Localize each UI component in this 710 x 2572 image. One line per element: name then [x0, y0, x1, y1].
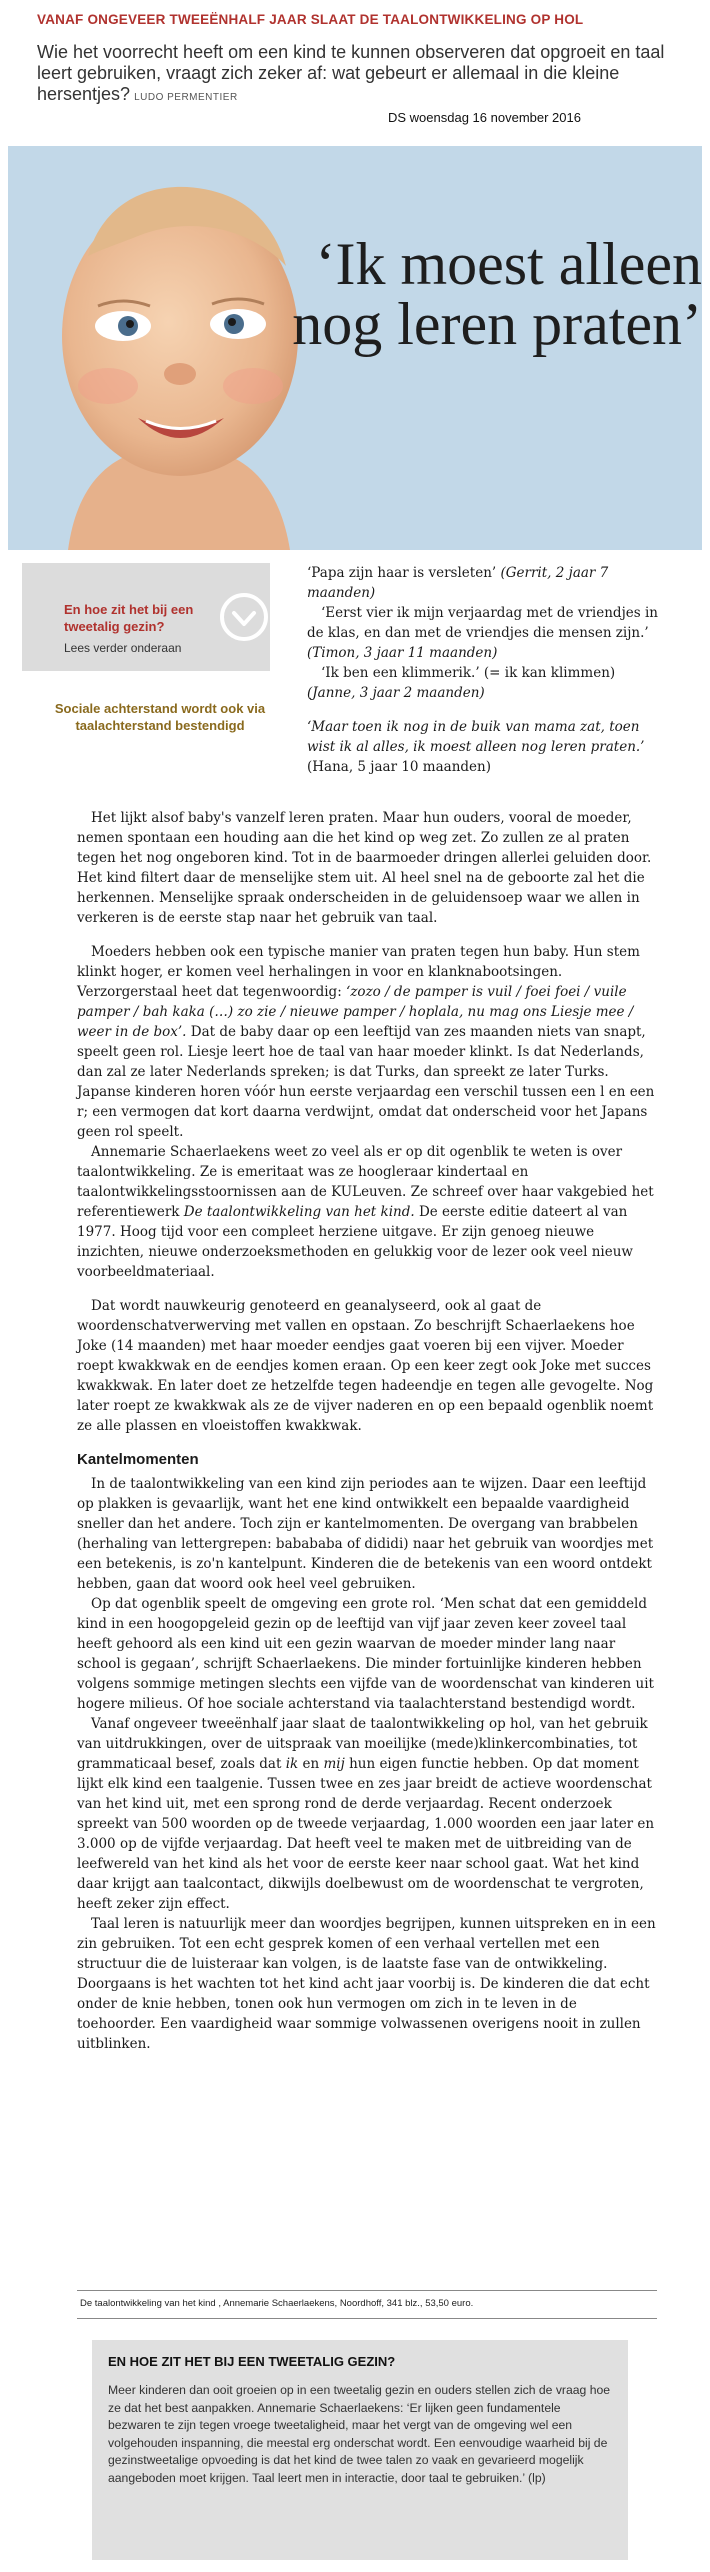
divider-top [77, 2290, 657, 2291]
child-quotes [307, 563, 667, 777]
headline [266, 231, 702, 357]
teaser-question: En hoe zit het bij een tweetalig gezin? [64, 602, 194, 634]
chevron-down-icon[interactable] [218, 591, 270, 643]
quote-2: ‘Eerst vier ik mijn verjaardag met de vriendjes in de klas, en dan met de vriendjes die mensen zijn.’ (Timon, 3 jaar 11 maanden) [307, 605, 658, 661]
dateline: DS woensdag 16 november 2016 [388, 110, 581, 125]
divider-bottom [77, 2318, 657, 2319]
paragraph-7: Vanaf ongeveer tweeënhalf jaar slaat de taalontwikkeling op hol, van het gebruik van uitdrukkingen, over de uitspraak van moeilijke (mede)klinkercombinaties, tot grammaticaal besef, zoals dat ik en mij hun eigen functie hebben. Op dat moment lijkt elk kind een taalgenie. Tussen twee en zes jaar breidt de actieve woordenschat van het kind uit, met een sprong rond de derde verjaardag. Recent onderzoek spreekt van 500 woorden op de tweede verjaardag, 1.000 woorden een jaar later en 3.000 op de vijfde verjaardag. Dat heeft veel te maken met de uitbreiding van de leefwereld van het kind als het voor de eerste keer naar school gaat. Wat het kind daar krijgt aan taalcontact, dikwijls doelbewust om de woordenschat te vergroten, heeft zeker zijn effect. [77, 1716, 655, 1912]
author-byline: LUDO PERMENTIER [134, 92, 238, 103]
bilingual-teaser[interactable] [22, 563, 270, 671]
article-body [77, 808, 657, 2054]
headline-line-1: ‘Ik moest alleen [315, 231, 702, 297]
paragraph-2: Moeders hebben ook een typische manier van praten tegen hun baby. Hun stem klinkt hoger, er komen veel herhalingen in voor en klanknabootsingen. Verzorgerstaal heet dat tegenwoordig: ‘zozo / de pamper is vuil / foei foei / vuile pamper / bah kaka (…) zo zie / nieuwe pamper / hoplala, nu mag ons Liesje mee / weer in de box’. Dat de baby daar op een leeftijd van zes maanden niets van snapt, speelt geen rol. Liesje leert hoe de taal van haar moeder klinkt. Is dat Nederlands, dan zal ze later Nederlands spreken; is dat Turks, dan spreekt ze later Turks. Japanse kinderen horen vóór hun eerste verjaardag een verschil tussen een l en een r; een vermogen dat kort daarna verdwijnt, omdat dat onderscheid voor het Japans geen rol speelt. [77, 944, 655, 1140]
paragraph-8: Taal leren is natuurlijk meer dan woordjes begrijpen, kunnen uitspreken en in een zin gebruiken. Tot een echt gesprek komen of een verhaal vertellen met een structuur die de luisteraar kan volgen, is de laatste fase van de ontwikkeling. Doorgaans is het wachten tot het kind acht jaar voorbij is. De kinderen die dat echt onder de knie hebben, tonen ook hun vermogen om zich in te leven in de toehoorder. Een vaardigheid waar sommige volwassenen overigens nooit in zullen uitblinken. [77, 1916, 656, 2052]
paragraph-3: Annemarie Schaerlaekens weet zo veel als er op dit ogenblik te weten is over taalontwikkeling. Ze is emeritaat was ze hoogleraar kindertaal en taalontwikkelingsstoornissen aan de KULeuven. Ze schreef over haar vakgebied het referentiewerk De taalontwikkeling van het kind. De eerste editie dateert al van 1977. Hoog tijd voor een compleet herziene uitgave. Er zijn genoeg nieuwe inzichten, nieuwe onderzoeksmethoden en gelukkig voor de lezer ook veel nieuw voorbeeldmateriaal. [77, 1144, 654, 1280]
book-credit: De taalontwikkeling van het kind , Annemarie Schaerlaekens, Noordhoff, 341 blz., 53,50 euro. [80, 2298, 474, 2309]
read-more-link[interactable]: Lees verder onderaan [64, 641, 182, 655]
paragraph-5: In de taalontwikkeling van een kind zijn periodes aan te wijzen. Daar een leeftijd op plakken is gevaarlijk, want het ene kind ontwikkelt een bepaalde vaardigheid sneller dan het andere. Toch zijn er kantelmomenten. De overgang van brabbelen (herhaling van lettergrepen: babababa of dididi) naar het gebruik van woordjes met een betekenis, is zo'n kantelpunt. Kinderen die de betekenis van een woord ontdekt hebben, gaan dat woord ook heel veel gebruiken. [77, 1476, 654, 1592]
infobox-text: Meer kinderen dan ooit groeien op in een tweetalig gezin en ouders stellen zich de vraag hoe ze dat het best aanpakken. Annemarie Schaerlaekens: ‘Er lijken geen fundamentele bezwaren te zijn tegen vroege tweetaligheid, maar het vergt van de omgeving wel een volgehouden inspanning, die meestal erg onderschat wordt. Een eenvoudige waarheid bij de gezinstweetalige opvoeding is dat het kind de twee talen zo vaak en gevarieerd mogelijk aangeboden moet krijgen. Taal leert men in interactie, door taal te gebruiken.’ (lp) [108, 2383, 611, 2485]
pull-quote: Sociale achterstand wordt ook via taalachterstand bestendigd [54, 701, 266, 733]
quote-1: ‘Papa zijn haar is versleten’ (Gerrit, 2 jaar 7 maanden) [307, 565, 609, 601]
quote-4: ‘Maar toen ik nog in de buik van mama zat, toen wist ik al alles, ik moest alleen nog leren praten.’ (Hana, 5 jaar 10 maanden) [307, 719, 645, 775]
paragraph-6: Op dat ogenblik speelt de omgeving een grote rol. ‘Men schat dat een gemiddeld kind in een hoogopgeleid gezin op de leeftijd van vijf jaar zeven keer zoveel taal heeft gehoord als een kind uit een gezin waarvan de moeder minder lang naar school is gegaan’, schrijft Schaerlaekens. Die minder fortuinlijke kinderen hebben volgens sommige metingen slechts een vijfde van de woordenschat van kinderen uit hogere milieus. Of hoe sociale achterstand via taalachterstand bestendigd wordt. [77, 1596, 654, 1712]
hero-image [8, 146, 702, 550]
infobox-title: EN HOE ZIT HET BIJ EEN TWEETALIG GEZIN? [108, 2354, 396, 2369]
subheading: Kantelmomenten [77, 1451, 199, 1468]
paragraph-4: Dat wordt nauwkeurig genoteerd en geanalyseerd, ook al gaat de woordenschatverwerving met vallen en opstaan. Zo beschrijft Schaerlaekens hoe Joke (14 maanden) met haar moeder eendjes gaat voeren bij een vijver. Moeder roept kwakkwak en de eendjes komen eraan. Op een keer zegt ook Joke met succes kwakkwak. En later doet ze hetzelfde tegen hadeendje en tegen alle gevogelte. Nog later roept ze kwakkwak als ze de vijver naderen en op een bepaald ogenblik noemt ze alle plassen en vloeistoffen kwakkwak. [77, 1298, 654, 1434]
paragraph-1: Het lijkt alsof baby's vanzelf leren praten. Maar hun ouders, vooral de moeder, nemen spontaan een houding aan die het kind op weg zet. Zo zullen ze al praten tegen het nog ongeboren kind. Tot in de baarmoeder dringen allerlei geluiden door. Het kind filtert daar de menselijke stem uit. Al heel snel na de geboorte zal het die herkennen. Menselijke spraak onderscheiden in de geluidensoep waar we allen in verkeren is de eerste stap naar het gebruik van taal. [77, 810, 652, 926]
bilingual-infobox [92, 2340, 628, 2560]
quote-3: ‘Ik ben een klimmerik.’ (= ik kan klimmen) (Janne, 3 jaar 2 maanden) [307, 665, 616, 701]
lead-text: Wie het voorrecht heeft om een kind te kunnen observeren dat opgroeit en taal leert gebruiken, vraagt zich zeker af: wat gebeurt er allemaal in die kleine hersentjes? [37, 42, 665, 104]
kicker: VANAF ONGEVEER TWEEËNHALF JAAR SLAAT DE TAALONTWIKKELING OP HOL [37, 12, 584, 27]
lead-paragraph [37, 42, 667, 108]
headline-line-2: nog leren praten’ [292, 291, 702, 357]
